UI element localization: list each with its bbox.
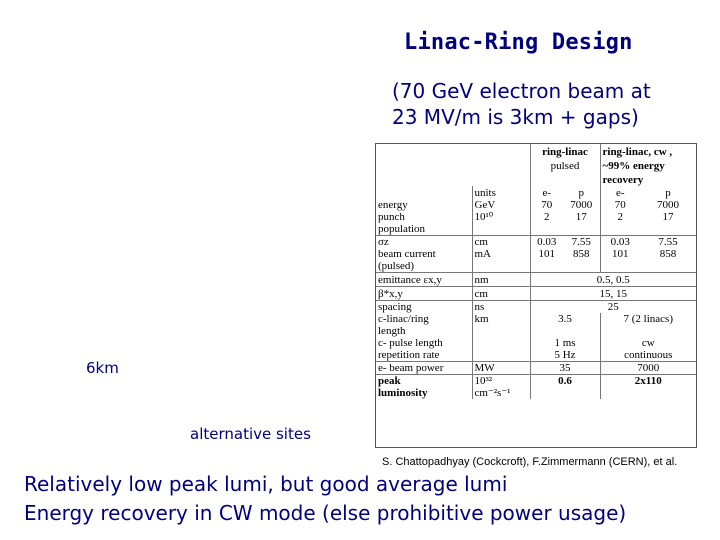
table-cell: 17: [662, 211, 674, 223]
row-unit: 10¹⁰: [472, 211, 530, 223]
table-cell: 7.55: [563, 235, 600, 248]
row-unit: cm⁻²s⁻¹: [472, 387, 530, 399]
table-cell: 2: [530, 211, 563, 223]
row-label: e- beam power: [376, 361, 472, 374]
header-ring-linac-cw: ring-linac, cw ,: [600, 144, 696, 158]
alternative-sites-label: alternative sites: [190, 425, 311, 443]
table-cell: 0.6: [530, 374, 600, 387]
row-label: β*x,y: [376, 286, 472, 300]
row-label: σz: [376, 235, 472, 248]
row-label: peak: [376, 374, 472, 387]
table-cell: 70: [600, 199, 640, 211]
table-cell: cw: [600, 337, 696, 349]
table-row: [376, 211, 696, 223]
table-cell: 7.55: [640, 235, 696, 248]
header-proton-1: p: [578, 187, 584, 199]
credit-line: S. Chattopadhyay (Cockcroft), F.Zimmermann (CERN), et al.: [382, 456, 678, 468]
table-cell: 101: [530, 248, 563, 260]
header-proton-2: p: [665, 187, 671, 199]
row-label: c- pulse length: [378, 337, 443, 349]
table-cell: continuous: [600, 349, 696, 361]
table-cell: 35: [530, 361, 600, 374]
table-cell: 17: [575, 211, 587, 223]
table-cell: 70: [530, 199, 563, 211]
header-units: units: [472, 186, 530, 199]
table-row: [376, 248, 696, 260]
table-cell: 25: [530, 300, 696, 313]
table-cell: 7 (2 linacs): [600, 313, 696, 325]
row-label: spacing: [376, 300, 472, 313]
summary-line-2: Energy recovery in CW mode (else prohibitive power usage): [24, 501, 627, 525]
row-unit: cm: [472, 286, 530, 300]
subtitle-line-1: (70 GeV electron beam at: [392, 79, 651, 103]
table-cell: 7000: [657, 199, 679, 211]
row-unit: ns: [472, 300, 530, 313]
slide-subtitle: [392, 78, 651, 130]
subtitle-line-2: 23 MV/m is 3km + gaps): [392, 105, 639, 129]
row-label: population: [378, 223, 426, 235]
row-label: punch: [378, 211, 405, 223]
header-electron-1: e-: [530, 186, 563, 199]
row-label: beam current: [378, 248, 436, 260]
header-ring-linac-pulsed: ring-linac: [530, 144, 600, 158]
row-unit: 10³²: [472, 374, 530, 387]
table-row: [376, 300, 696, 313]
parameter-table-image: [375, 143, 697, 448]
row-unit: km: [472, 313, 530, 325]
row-label: energy: [378, 199, 408, 211]
table-cell: 2: [600, 211, 640, 223]
row-label: (pulsed): [378, 260, 415, 272]
table-cell: 7000: [570, 199, 593, 211]
table-cell: 1 ms: [530, 337, 600, 349]
table-cell: 0.03: [530, 235, 563, 248]
row-label: c-linac/ring: [378, 313, 429, 325]
table-cell: 0.5, 0.5: [530, 272, 696, 286]
table-row: [376, 199, 696, 211]
header-recovery: recovery: [600, 172, 696, 186]
table-cell: 858: [573, 248, 590, 260]
summary-line-1: Relatively low peak lumi, but good average lumi: [24, 472, 508, 496]
row-unit: GeV: [472, 199, 530, 211]
table-cell: 7000: [600, 361, 696, 374]
header-electron-2: e-: [600, 186, 640, 199]
table-row: [376, 374, 696, 387]
table-cell: 101: [600, 248, 640, 260]
row-unit: mA: [472, 248, 530, 260]
header-energy-recovery: ~99% energy: [600, 158, 696, 172]
slide-title: Linac-Ring Design: [404, 30, 633, 55]
row-label: luminosity: [378, 387, 428, 399]
table-cell: 5 Hz: [530, 349, 600, 361]
table-row: [376, 272, 696, 286]
row-label: repetition rate: [378, 349, 440, 361]
row-unit: MW: [472, 361, 530, 374]
table-cell: 0.03: [600, 235, 640, 248]
parameter-table: [376, 144, 696, 399]
table-row: [376, 361, 696, 374]
header-pulsed: pulsed: [530, 158, 600, 172]
table-cell: 858: [659, 248, 677, 260]
row-unit: cm: [472, 235, 530, 248]
table-cell: 2x110: [600, 374, 696, 387]
row-label: length: [378, 325, 406, 337]
table-row: [376, 286, 696, 300]
row-unit: nm: [472, 272, 530, 286]
table-row: [376, 235, 696, 248]
distance-label: 6km: [86, 359, 119, 377]
summary-text: [24, 470, 626, 528]
row-label: emittance εx,y: [376, 272, 472, 286]
table-row: [376, 337, 696, 349]
table-row: [376, 313, 696, 325]
table-cell: 3.5: [530, 313, 600, 325]
table-cell: 15, 15: [530, 286, 696, 300]
